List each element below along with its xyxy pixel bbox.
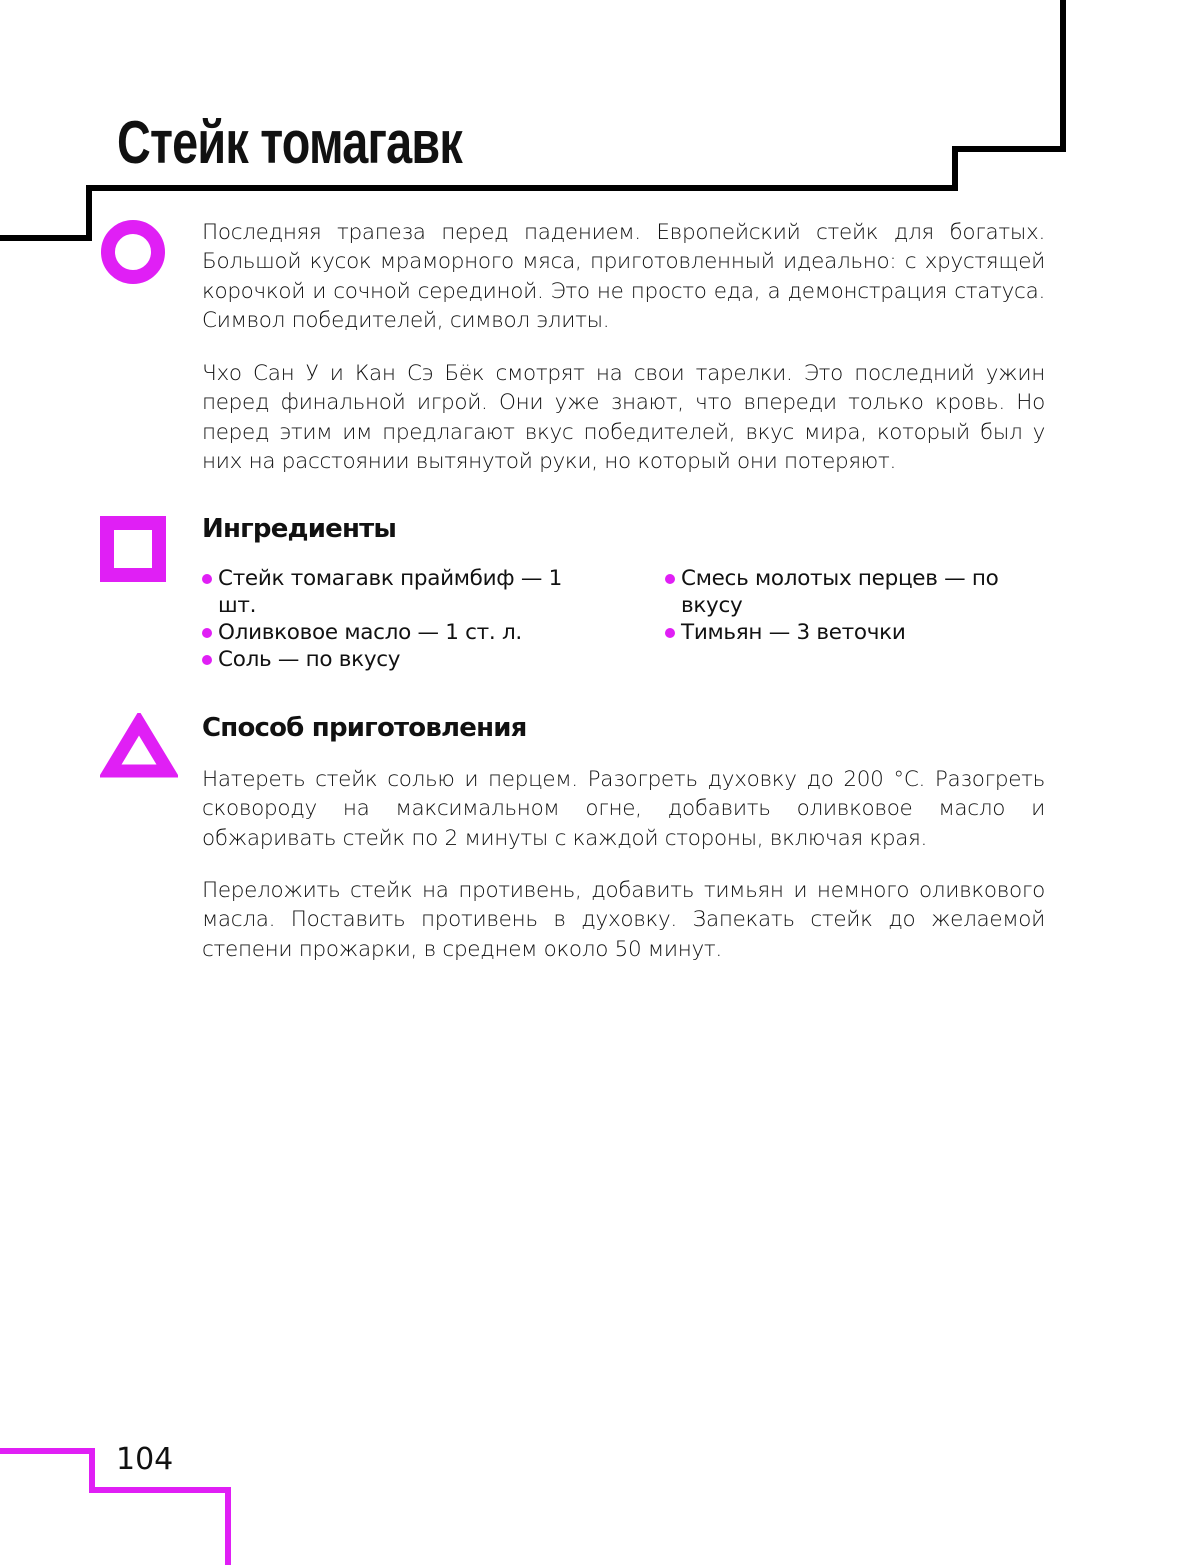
- ingredient-item: Соль — по вкусу: [200, 646, 570, 673]
- intro-paragraph-2: Чхо Сан У и Кан Сэ Бёк смотрят на свои тарелки. Это последний ужин перед финальной игрой. Они уже знают, что впереди только кровь. Но перед этим им предлагают вкус победителей, вкус мира, который был у них на расстоянии вытянутой руки, но который они потеряют.: [202, 361, 1045, 474]
- footer-step-line: [0, 1451, 228, 1565]
- intro-paragraph-1: Последняя трапеза перед падением. Европейский стейк для богатых. Большой кусок мраморного мяса, приготовленный идеально: с хрустящей корочкой и сочной серединой. Это не просто еда, а демонстрация статуса. Символ победителей, символ элиты.: [202, 220, 1045, 333]
- method-step-2: Переложить стейк на противень, добавить тимьян и немного оливкового масла. Поставить противень в духовку. Запекать стейк до желаемой степени прожарки, в среднем около 50 минут.: [202, 878, 1045, 962]
- square-icon: [100, 516, 166, 582]
- ingredient-item: Стейк томагавк праймбиф — 1 шт.: [200, 565, 570, 619]
- ingredients-list-right: [663, 565, 1003, 646]
- triangle-icon: [100, 713, 178, 779]
- ingredient-item: Смесь молотых перцев — по вкусу: [663, 565, 1003, 619]
- ingredient-item: Оливковое масло — 1 ст. л.: [200, 619, 570, 646]
- ingredient-item: Тимьян — 3 веточки: [663, 619, 1003, 646]
- ingredients-heading: Ингредиенты: [202, 514, 397, 544]
- ingredients-list-left: [200, 565, 570, 673]
- circle-icon: [100, 219, 166, 285]
- method-step-1: Натереть стейк солью и перцем. Разогреть духовку до 200 °C. Разогреть сковороду на максимальном огне, добавить оливковое масло и обжаривать стейк по 2 минуты с каждой стороны, включая края.: [202, 767, 1045, 851]
- page-number: 104: [116, 1442, 174, 1477]
- page-title: Стейк томагавк: [117, 109, 463, 176]
- method-heading: Способ приготовления: [202, 713, 527, 743]
